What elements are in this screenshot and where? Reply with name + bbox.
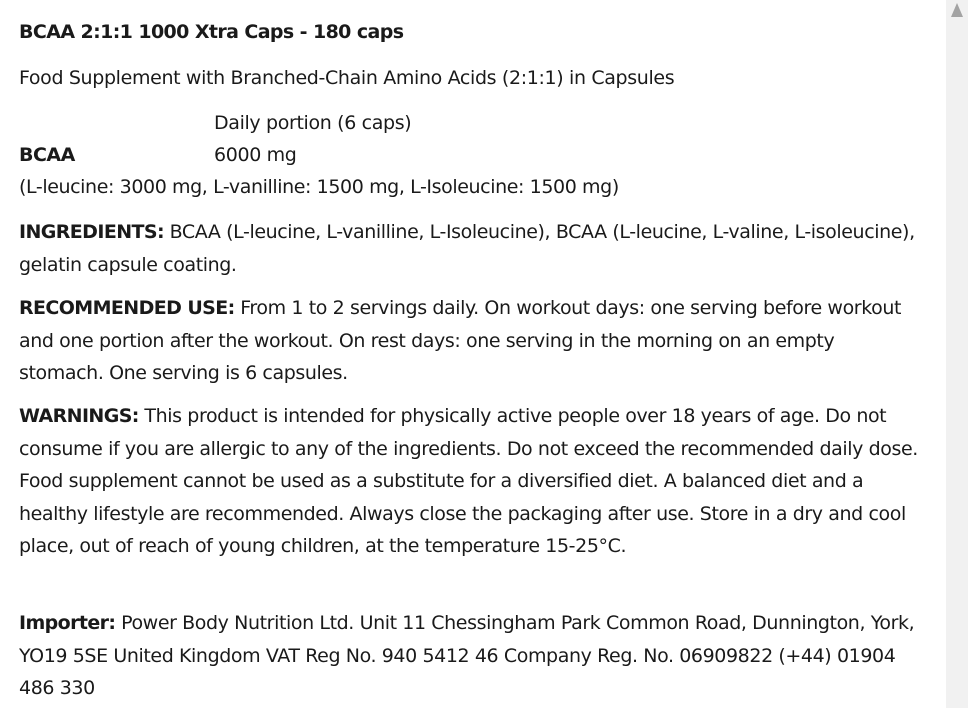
bcaa-composition: (L-leucine: 3000 mg, L-vanilline: 1500 mg, L-Isoleucine: 1500 mg) (19, 176, 619, 198)
ingredients-section (19, 216, 924, 281)
warnings-section (19, 400, 924, 563)
product-subtitle: Food Supplement with Branched-Chain Amino Acids (2:1:1) in Capsules (19, 67, 675, 89)
warnings-label: WARNINGS: (19, 405, 139, 427)
vertical-scrollbar[interactable] (946, 0, 968, 708)
scroll-up-arrow-icon[interactable] (950, 2, 964, 18)
product-title: BCAA 2:1:1 1000 Xtra Caps - 180 caps (19, 21, 404, 43)
bcaa-value: 6000 mg (214, 144, 297, 166)
recommended-use-label: RECOMMENDED USE: (19, 297, 235, 319)
recommended-use-text: From 1 to 2 servings daily. On workout days: one serving before workout and one portion after the workout. On rest days: one serving in the morning on an empty stomach. One serving is 6 capsules. (19, 297, 902, 384)
bcaa-label: BCAA (19, 144, 75, 166)
warnings-text: This product is intended for physically active people over 18 years of age. Do not consume if you are allergic to any of the ingredients. Do not exceed the recommended daily dose. Food supplement cannot be used as a substitute for a diversified diet. A balanced diet and a healthy lifestyle are recommended. Always close the packaging after use. Store in a dry and cool place, out of reach of young children, at the temperature 15-25°C. (19, 405, 918, 557)
ingredients-label: INGREDIENTS: (19, 221, 164, 243)
importer-text: Power Body Nutrition Ltd. Unit 11 Chessingham Park Common Road, Dunnington, York, YO19 5SE United Kingdom VAT Reg No. 940 5412 46 Company Reg. No. 06909822 (+44) 01904 486 330 (19, 612, 915, 699)
importer-section (19, 607, 924, 705)
recommended-use-section (19, 292, 924, 390)
ingredients-text: BCAA (L-leucine, L-vanilline, L-Isoleucine), BCAA (L-leucine, L-valine, L-isoleucine), gelatin capsule coating. (19, 221, 915, 276)
daily-portion-header: Daily portion (6 caps) (214, 112, 412, 134)
importer-label: Importer: (19, 612, 116, 634)
